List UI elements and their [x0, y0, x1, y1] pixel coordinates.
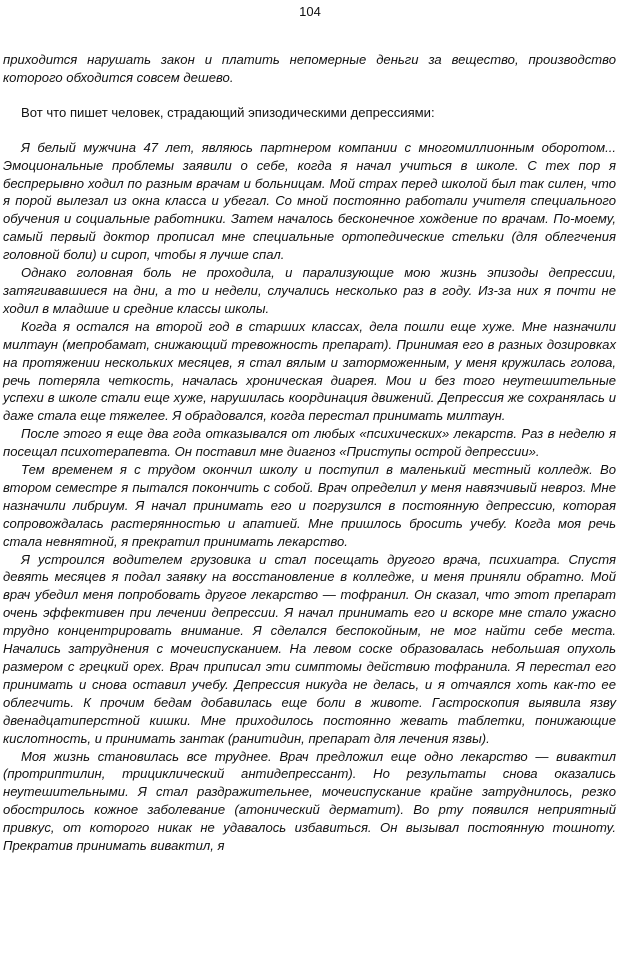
paragraph-intro-continuation: приходится нарушать закон и платить непомерные деньги за вещество, производство которого обходится совсем дешево. — [3, 52, 616, 85]
paragraph-quote-3: Когда я остался на второй год в старших классах, дела пошли еще хуже. Мне назначили милтаун (мепробамат, снижающий тревожность препарат). Принимая его в разных дозировках на протяжении нескольких месяцев, я стал вялым и заторможенным, у меня кружилась голова, речь потеряла четкость, началась хроническая диарея. Мои и без того неутешительные успехи в школе стали еще хуже, нарушилась координация движений. Депрессия же сохранялась и даже стала еще тяжелее. Я обрадовался, когда перестал принимать милтаун. — [3, 318, 616, 424]
paragraph-quote-1: Я белый мужчина 47 лет, являюсь партнером компании с многомиллионным оборотом... Эмоциональные проблемы заявили о себе, когда я начал учиться в школе. С тех пор я беспрерывно ходил по разным врачам и больницам. Мой страх перед школой был так силен, что я порой вылезал из окна класса и убегал. Со мной постоянно работали учителя специального обучения и социальные работники. Затем началось бесконечное хождение по врачам. По-моему, самый первый доктор прописал мне специальные ортопедические стельки (для облегчения головной боли) и сироп, чтобы я лучше спал. — [3, 139, 616, 263]
paragraph-quote-7: Моя жизнь становилась все труднее. Врач предложил еще одно лекарство — вивактил (протриптилин, трициклический антидепрессант). Но результаты снова оказались неутешительными. Я стал раздражительнее, мочеиспускание крайне затруднилось, резко обострилось кожное заболевание (атонический дерматит). Во рту появился неприятный привкус, от которого никак не удавалось избавиться. Он вызывал постоянную тошноту. Прекратив принимать вивактил, я — [3, 748, 616, 854]
paragraph-quote-5: Тем временем я с трудом окончил школу и поступил в маленький местный колледж. Во втором семестре я пытался покончить с собой. Врач определил у меня навязчивый невроз. Мне назначили либриум. Я начал принимать его и погрузился в постоянную депрессию, которая сопровождалась растерянностью и апатией. Мне пришлось бросить учебу. Когда моя речь стала невнятной, я прекратил принимать лекарство. — [3, 462, 616, 549]
paragraph-quote-6: Я устроился водителем грузовика и стал посещать другого врача, психиатра. Спустя девять месяцев я подал заявку на восстановление в колледже, и меня приняли обратно. Мой врач убедил меня попробовать другое лекарство — тофранил. Он сказал, что этот препарат очень эффективен при лечении депрессии. Я начал принимать его и вскоре мне стало ужасно трудно концентрировать внимание. Я сделался беспокойным, не мог найти себе места. Начались затруднения с мочеиспусканием. На левом соске образовалась небольшая опухоль размером с грецкий орех. Врач приписал эти симптомы действию тофранила. Я перестал его принимать и снова оставил учебу. Депрессия никуда не делась, и я отчаялся хоть как-то ее облегчить. К прочим бедам добавилась еще боли в животе. Гастроскопия выявила язву двенадцатиперстной кишки. Мне приходилось постоянно жевать таблетки, понижающие кислотность, и принимать зантак (ранитидин, препарат для лечения язвы). — [3, 551, 616, 746]
page-number: 104 — [299, 4, 321, 19]
paragraph-quote-4: После этого я еще два года отказывался от любых «психических» лекарств. Раз в неделю я посещал психотерапевта. Он поставил мне диагноз «Приступы острой депрессии». — [3, 426, 616, 460]
paragraph-quote-2: Однако головная боль не проходила, и парализующие мою жизнь эпизоды депрессии, затягивавшиеся на дни, а то и недели, случались несколько раз в году. Из-за них я почти не ходил в младшие и средние классы школы. — [3, 265, 616, 316]
paragraph-lead-in: Вот что пишет человек, страдающий эпизодическими депрессиями: — [21, 104, 435, 120]
page-body — [3, 51, 616, 855]
